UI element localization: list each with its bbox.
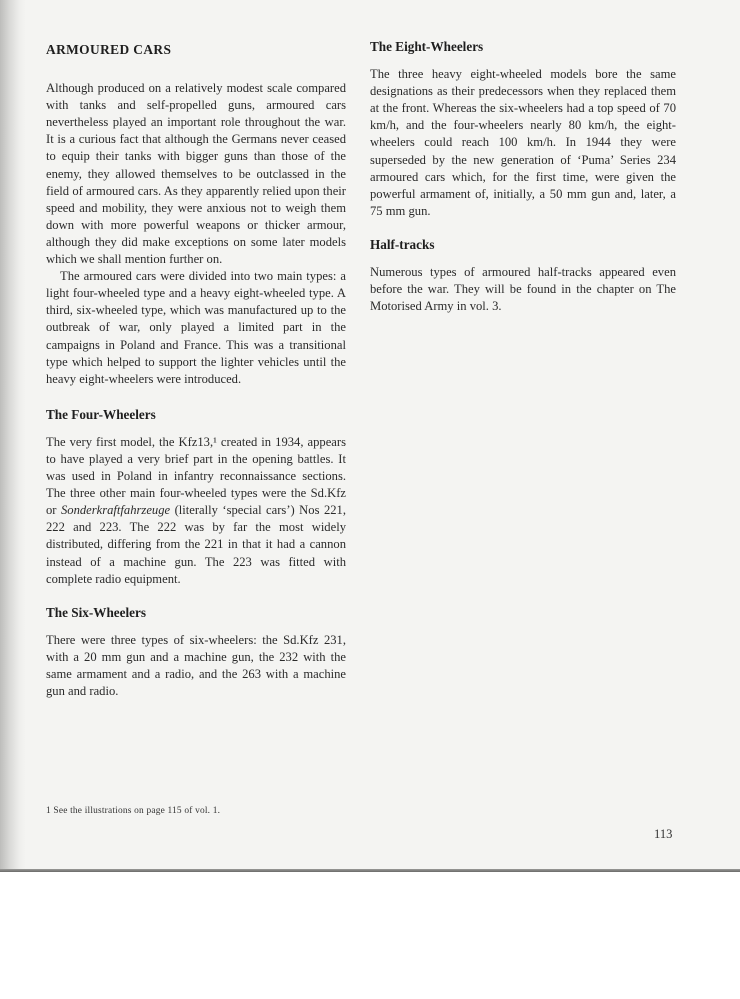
book-spine-shadow bbox=[0, 0, 26, 872]
intro-paragraph-2: The armoured cars were divided into two main types: a light four-wheeled type and a heavy eight-wheeled type. A third, six-wheeled type, which was manufactured up to the outbreak of war, only played a limited part in the campaigns in Poland and France. This was a transitional type which helped to support the lighter vehicles until the heavy eight-wheelers were introduced. bbox=[46, 269, 346, 386]
eight-wheelers-paragraph: The three heavy eight-wheeled models bore the same designations as their predecessors when they replaced them at the front. Whereas the six-wheelers had a top speed of 70 km/h, and the four-wheelers nearly 80 km/h, the eight-wheelers could reach 100 km/h. In 1944 they were superseded by the new generation of ‘Puma’ Series 234 armoured cars which, for the first time, were given the powerful armament of, initially, a 50 mm gun and, later, a 75 mm gun. bbox=[370, 67, 676, 218]
right-column bbox=[370, 38, 676, 315]
heading-six-wheelers: The Six-Wheelers bbox=[46, 604, 146, 620]
half-tracks-paragraph: Numerous types of armoured half-tracks appeared even before the war. They will be found in the chapter on The Motorised Army in vol. 3. bbox=[370, 265, 676, 314]
page-bottom-edge bbox=[0, 869, 740, 872]
six-wheelers-paragraph: There were three types of six-wheelers: the Sd.Kfz 231, with a 20 mm gun and a machine gun, the 232 with the same armament and a radio, and the 263 with a machine gun and radio. bbox=[46, 632, 346, 699]
four-wheelers-text-a: The very first model, the Kfz13,¹ created in 1934, appears to have played a very brief part in the opening battles. It was used in Poland in infantry reconnaissance sections. The three other main four-wheeled types were the Sd.Kfz or bbox=[46, 434, 346, 518]
heading-half-tracks: Half-tracks bbox=[370, 236, 435, 252]
heading-eight-wheelers: The Eight-Wheelers bbox=[370, 39, 484, 54]
heading-four-wheelers: The Four-Wheelers bbox=[46, 406, 156, 422]
left-column bbox=[46, 38, 346, 700]
chapter-title: ARMOURED CARS bbox=[46, 42, 172, 57]
four-wheelers-italic-term: Sonderkraftfahrzeuge bbox=[60, 503, 171, 518]
footnote: 1 See the illustrations on page 115 of vol. 1. bbox=[46, 806, 221, 816]
intro-paragraph-1: Although produced on a relatively modest scale compared with tanks and self-propelled guns, armoured cars nevertheless played an important role throughout the war. It is a curious fact that although the Germans never ceased to equip their tanks with bigger guns than those of the enemy, they allowed themselves to be outclassed in the field of armoured cars. As they apparently relied upon their speed and mobility, they were anxious not to weigh them down with more powerful weapons or thicker armour, although they did make exceptions on some later models which we shall mention further on. bbox=[46, 81, 346, 267]
page-number: 113 bbox=[654, 827, 673, 841]
four-wheelers-text-b: (literally ‘special cars’) Nos 221, 222 and 223. The 222 was by far the most widely distributed, differing from the 221 in that it had a cannon instead of a machine gun. The 223 was fitted with complete radio equipment. bbox=[46, 503, 346, 586]
four-wheelers-paragraph bbox=[46, 434, 346, 588]
